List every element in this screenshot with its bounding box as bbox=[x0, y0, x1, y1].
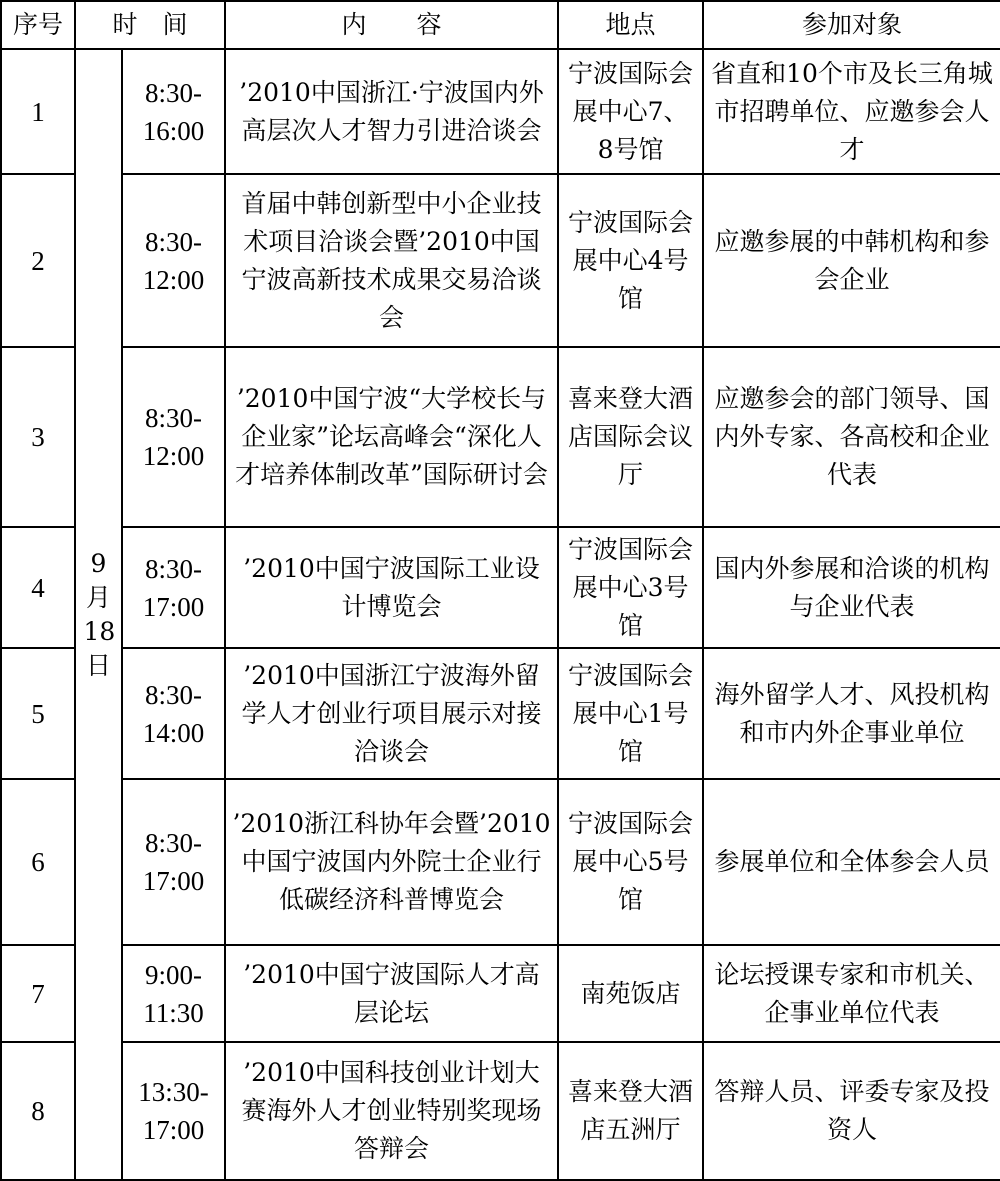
row-time bbox=[122, 527, 225, 648]
row-content: 首届中韩创新型中小企业技术项目洽谈会暨’2010中国宁波高新技术成果交易洽谈会 bbox=[225, 174, 558, 347]
row-time bbox=[122, 945, 225, 1042]
row-content: ’2010中国浙江宁波海外留学人才创业行项目展示对接洽谈会 bbox=[225, 648, 558, 779]
row-location: 喜来登大酒店国际会议厅 bbox=[558, 347, 703, 527]
row-content: ’2010浙江科协年会暨’2010中国宁波国内外院士企业行低碳经济科普博览会 bbox=[225, 779, 558, 945]
row-time-text: 8:30- 12:00 bbox=[142, 403, 205, 471]
header-row bbox=[1, 1, 1000, 49]
row-participants: 论坛授课专家和市机关、企事业单位代表 bbox=[703, 945, 1000, 1042]
table-row bbox=[1, 1042, 1000, 1180]
row-location: 宁波国际会展中心4号馆 bbox=[558, 174, 703, 347]
row-seq: 4 bbox=[1, 527, 75, 648]
row-participants: 答辩人员、评委专家及投资人 bbox=[703, 1042, 1000, 1180]
table-row bbox=[1, 779, 1000, 945]
row-location: 宁波国际会展中心3号馆 bbox=[558, 527, 703, 648]
row-participants: 应邀参展的中韩机构和参会企业 bbox=[703, 174, 1000, 347]
row-time bbox=[122, 779, 225, 945]
row-content: ’2010中国宁波国际人才高层论坛 bbox=[225, 945, 558, 1042]
row-time-text: 13:30- 17:00 bbox=[138, 1077, 209, 1145]
row-participants: 参展单位和全体参会人员 bbox=[703, 779, 1000, 945]
row-time bbox=[122, 1042, 225, 1180]
row-location: 喜来登大酒店五洲厅 bbox=[558, 1042, 703, 1180]
row-location: 宁波国际会展中心5号馆 bbox=[558, 779, 703, 945]
row-time-text: 8:30- 16:00 bbox=[142, 77, 205, 146]
row-participants: 省直和10个市及长三角城市招聘单位、应邀参会人才 bbox=[703, 49, 1000, 174]
row-content: ’2010中国浙江·宁波国内外高层次人才智力引进洽谈会 bbox=[225, 49, 558, 174]
row-seq: 2 bbox=[1, 174, 75, 347]
row-participants: 海外留学人才、风投机构和市内外企事业单位 bbox=[703, 648, 1000, 779]
row-time bbox=[122, 347, 225, 527]
row-content: ’2010中国宁波国际工业设计博览会 bbox=[225, 527, 558, 648]
row-time-text: 9:00- 11:30 bbox=[143, 959, 204, 1028]
row-participants: 国内外参展和洽谈的机构与企业代表 bbox=[703, 527, 1000, 648]
table-row bbox=[1, 648, 1000, 779]
row-location: 宁波国际会展中心1号馆 bbox=[558, 648, 703, 779]
row-participants: 应邀参会的部门领导、国内外专家、各高校和企业代表 bbox=[703, 347, 1000, 527]
row-time-text: 8:30- 17:00 bbox=[142, 828, 205, 896]
header-participants: 参加对象 bbox=[703, 1, 1000, 49]
table-row bbox=[1, 527, 1000, 648]
row-seq: 1 bbox=[1, 49, 75, 174]
row-location: 宁波国际会展中心7、8号馆 bbox=[558, 49, 703, 174]
row-time bbox=[122, 49, 225, 174]
header-content: 内 容 bbox=[225, 1, 558, 49]
header-location: 地点 bbox=[558, 1, 703, 49]
row-seq: 3 bbox=[1, 347, 75, 527]
row-seq: 6 bbox=[1, 779, 75, 945]
row-seq: 7 bbox=[1, 945, 75, 1042]
header-time: 时 间 bbox=[75, 1, 225, 49]
row-time bbox=[122, 648, 225, 779]
table-row bbox=[1, 945, 1000, 1042]
row-time bbox=[122, 174, 225, 347]
row-time-text: 8:30- 12:00 bbox=[142, 226, 205, 295]
date-cell bbox=[75, 49, 122, 1180]
row-seq: 8 bbox=[1, 1042, 75, 1180]
row-time-text: 8:30- 14:00 bbox=[142, 679, 205, 748]
row-seq: 5 bbox=[1, 648, 75, 779]
row-time-text: 8:30- 17:00 bbox=[142, 553, 205, 622]
table-row bbox=[1, 49, 1000, 174]
table-row bbox=[1, 347, 1000, 527]
table-row bbox=[1, 174, 1000, 347]
row-location: 南苑饭店 bbox=[558, 945, 703, 1042]
date-text: 9 月 18 日 bbox=[83, 548, 116, 680]
row-content: ’2010中国科技创业计划大赛海外人才创业特别奖现场答辩会 bbox=[225, 1042, 558, 1180]
row-content: ’2010中国宁波“大学校长与企业家”论坛高峰会“深化人才培养体制改革”国际研讨会 bbox=[225, 347, 558, 527]
header-seq: 序号 bbox=[1, 1, 75, 49]
